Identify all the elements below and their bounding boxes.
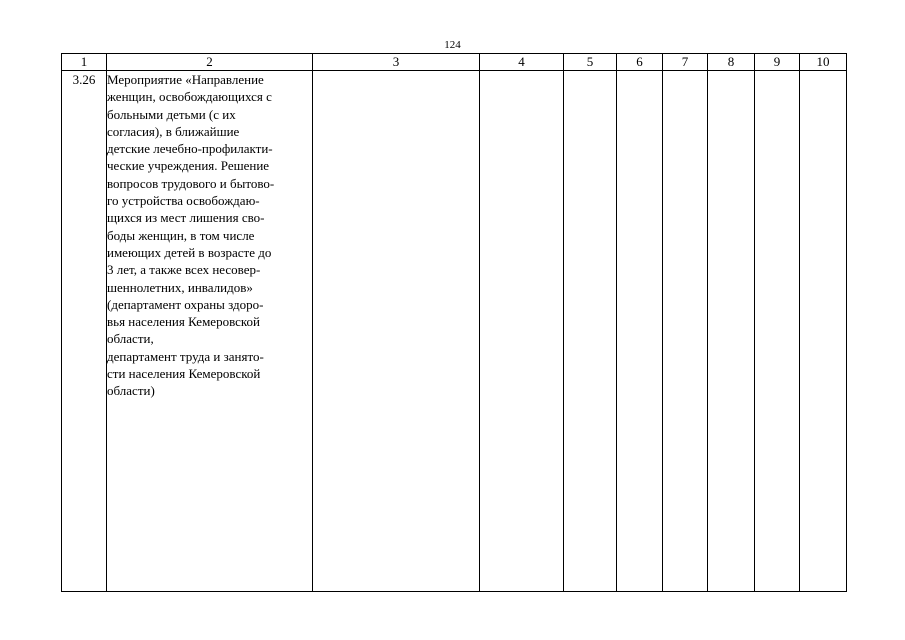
cell-col-10: [800, 71, 847, 592]
measures-table: [61, 53, 847, 592]
page-number: 124: [444, 39, 461, 51]
cell-col-3: [313, 71, 480, 592]
column-numbers-row: [62, 54, 847, 71]
row-number-cell: 3.26: [62, 71, 107, 592]
cell-col-4: [480, 71, 564, 592]
cell-col-6: [617, 71, 663, 592]
column-header-2: 2: [107, 54, 313, 71]
cell-col-7: [663, 71, 708, 592]
cell-col-5: [564, 71, 617, 592]
cell-col-9: [755, 71, 800, 592]
column-header-6: 6: [617, 54, 663, 71]
column-header-8: 8: [708, 54, 755, 71]
column-header-1: 1: [62, 54, 107, 71]
column-header-9: 9: [755, 54, 800, 71]
measure-description-cell: Мероприятие «Направление женщин, освобождающихся с больными детьми (с их согласия), в ближайшие детские лечебно-профилакти- ческие учреждения. Решение вопросов трудового и бытово- го устройства освобождаю- щихся из мест лишения сво- боды женщин, в том числе имеющих детей в возрасте до 3 лет, а также всех несовер- шеннолетних, инвалидов» (департамент охраны здоро- вья населения Кемеровской области, департамент труда и занято- сти населения Кемеровской области): [107, 71, 313, 592]
column-header-5: 5: [564, 54, 617, 71]
column-header-3: 3: [313, 54, 480, 71]
table-row: [62, 71, 847, 592]
cell-col-8: [708, 71, 755, 592]
column-header-7: 7: [663, 54, 708, 71]
column-header-4: 4: [480, 54, 564, 71]
column-header-10: 10: [800, 54, 847, 71]
